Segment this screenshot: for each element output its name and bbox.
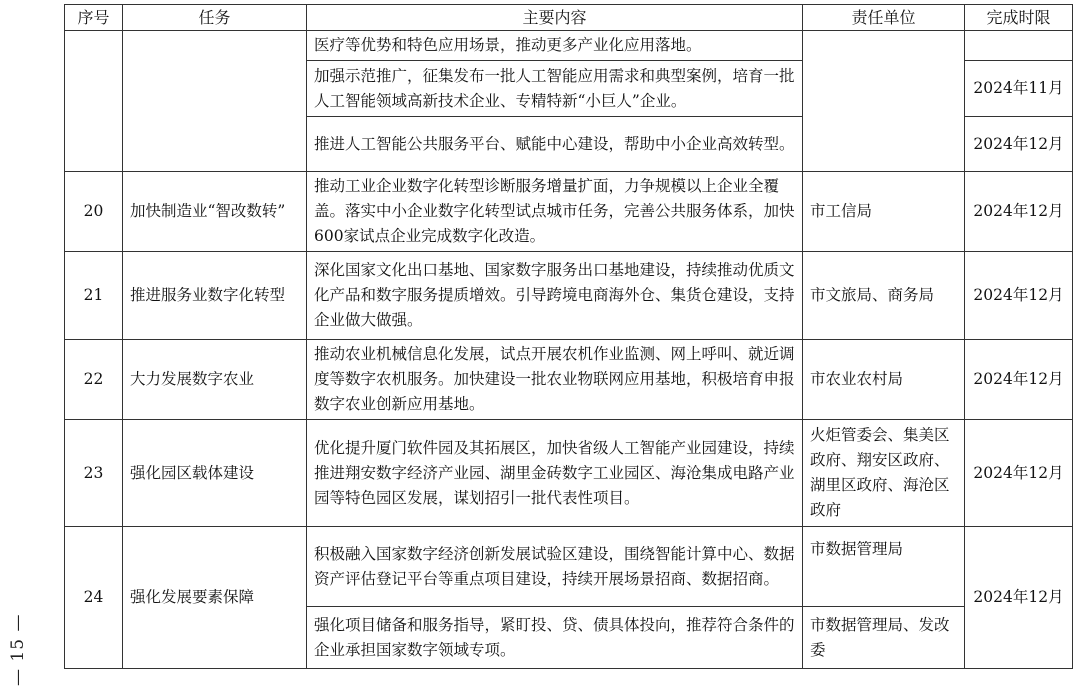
deadline-cell: 2024年12月 (965, 117, 1073, 172)
table-row (65, 527, 1073, 607)
unit-cell: 火炬管委会、集美区政府、翔安区政府、湖里区政府、海沧区政府 (803, 420, 965, 527)
deadline-cell: 2024年12月 (965, 340, 1073, 420)
table-row (65, 31, 1073, 61)
deadline-cell: 2024年12月 (965, 420, 1073, 527)
table-row (65, 172, 1073, 252)
deadline-cell (965, 31, 1073, 61)
content-cell: 优化提升厦门软件园及其拓展区，加快省级人工智能产业园建设，持续推进翔安数字经济产业园、湖里金砖数字工业园区、海沧集成电路产业园等特色园区发展，谋划招引一批代表性项目。 (307, 420, 803, 527)
unit-cell: 市农业农村局 (803, 340, 965, 420)
content-cell: 加强示范推广，征集发布一批人工智能应用需求和典型案例，培育一批人工智能领域高新技术企业、专精特新“小巨人”企业。 (307, 61, 803, 117)
header-content: 主要内容 (307, 5, 803, 31)
cont-task-cell (123, 31, 307, 172)
content-cell: 强化项目储备和服务指导，紧盯投、贷、债具体投向，推荐符合条件的企业承担国家数字领域专项。 (307, 607, 803, 669)
task-table (64, 4, 1073, 669)
header-seq: 序号 (65, 5, 123, 31)
content-cell: 医疗等优势和特色应用场景，推动更多产业化应用落地。 (307, 31, 803, 61)
seq-cell: 20 (65, 172, 123, 252)
cont-unit-cell (803, 31, 965, 172)
deadline-cell: 2024年12月 (965, 172, 1073, 252)
seq-cell: 23 (65, 420, 123, 527)
header-row (65, 5, 1073, 31)
content-cell: 深化国家文化出口基地、国家数字服务出口基地建设，持续推动优质文化产品和数字服务提质增效。引导跨境电商海外仓、集货仓建设，支持企业做大做强。 (307, 252, 803, 340)
unit-cell: 市数据管理局、发改委 (803, 607, 965, 669)
header-task: 任务 (123, 5, 307, 31)
content-cell: 推动农业机械信息化发展，试点开展农机作业监测、网上呼叫、就近调度等数字农机服务。加快建设一批农业物联网应用基地，积极培育申报数字农业创新应用基地。 (307, 340, 803, 420)
content-cell: 积极融入国家数字经济创新发展试验区建设，围绕智能计算中心、数据资产评估登记平台等重点项目建设，持续开展场景招商、数据招商。 (307, 527, 803, 607)
seq-cell: 21 (65, 252, 123, 340)
task-cell: 强化发展要素保障 (123, 527, 307, 669)
unit-cell: 市文旅局、商务局 (803, 252, 965, 340)
header-unit: 责任单位 (803, 5, 965, 31)
deadline-cell: 2024年12月 (965, 527, 1073, 669)
deadline-cell: 2024年11月 (965, 61, 1073, 117)
unit-cell: 市数据管理局 (803, 527, 965, 607)
task-cell: 大力发展数字农业 (123, 340, 307, 420)
task-cell: 加快制造业“智改数转” (123, 172, 307, 252)
page-number: — 15 — (8, 613, 28, 687)
deadline-cell: 2024年12月 (965, 252, 1073, 340)
table-row (65, 252, 1073, 340)
cont-seq-cell (65, 31, 123, 172)
task-cell: 推进服务业数字化转型 (123, 252, 307, 340)
table-row (65, 420, 1073, 527)
content-cell: 推进人工智能公共服务平台、赋能中心建设，帮助中小企业高效转型。 (307, 117, 803, 172)
seq-cell: 22 (65, 340, 123, 420)
unit-cell: 市工信局 (803, 172, 965, 252)
content-cell: 推动工业企业数字化转型诊断服务增量扩面，力争规模以上企业全覆盖。落实中小企业数字化转型试点城市任务，完善公共服务体系，加快600家试点企业完成数字化改造。 (307, 172, 803, 252)
task-cell: 强化园区载体建设 (123, 420, 307, 527)
table-row (65, 340, 1073, 420)
header-deadline: 完成时限 (965, 5, 1073, 31)
seq-cell: 24 (65, 527, 123, 669)
